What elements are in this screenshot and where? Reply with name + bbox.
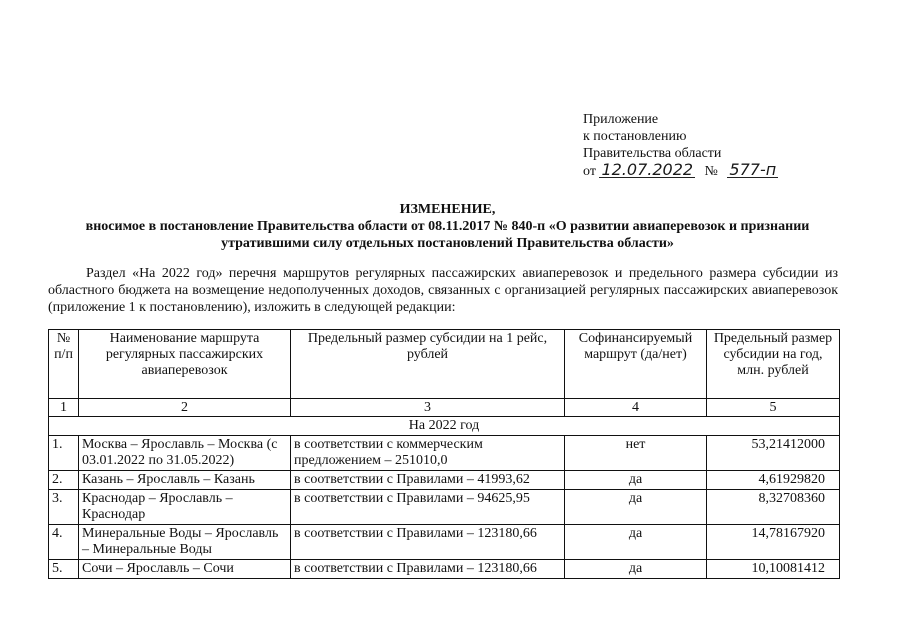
table-header-row [49,330,840,399]
row-annual: 53,21412000 [707,436,840,471]
table-row [49,560,840,579]
column-index-row [49,399,840,417]
row-per-flight: в соответствии с Правилами – 41993,62 [291,471,565,490]
header-number: № п/п [49,330,79,399]
row-route: Минеральные Воды – Ярославль – Минеральные Воды [79,525,291,560]
row-per-flight: в соответствии с коммерческим предложением – 251010,0 [291,436,565,471]
handwritten-date: 12.07.2022 [601,160,694,179]
row-per-flight: в соответствии с Правилами – 123180,66 [291,560,565,579]
row-route: Москва – Ярославль – Москва (с 03.01.2022 по 31.05.2022) [79,436,291,471]
table-row [49,471,840,490]
appendix-line-3: Правительства области [583,146,722,161]
table-row [49,525,840,560]
section-title: На 2022 год [49,417,840,436]
row-number: 5. [49,560,79,579]
row-annual: 8,32708360 [707,490,840,525]
intro-paragraph: Раздел «На 2022 год» перечня маршрутов регулярных пассажирских авиаперевозок и предельного размера субсидии из областного бюджета на возмещение недополученных доходов, связанных с организацией регулярных пассажирских авиаперевозок (приложение 1 к постановлению), изложить в следующей редакции: [48,266,838,315]
row-number: 1. [49,436,79,471]
row-cofinanced: да [565,525,707,560]
from-label: от [583,164,596,179]
title-line-1: ИЗМЕНЕНИЕ, [399,202,496,217]
row-per-flight: в соответствии с Правилами – 94625,95 [291,490,565,525]
number-label: № [704,164,718,179]
row-cofinanced: нет [565,436,707,471]
routes-table [48,329,840,579]
index-cell: 2 [79,399,291,417]
header-route: Наименование маршрута регулярных пассажирских авиаперевозок [79,330,291,399]
table-row [49,490,840,525]
row-route: Сочи – Ярославль – Сочи [79,560,291,579]
index-cell: 1 [49,399,79,417]
index-cell: 3 [291,399,565,417]
row-route: Краснодар – Ярославль – Краснодар [79,490,291,525]
section-row [49,417,840,436]
row-cofinanced: да [565,471,707,490]
index-cell: 5 [707,399,840,417]
row-number: 4. [49,525,79,560]
handwritten-number: 577-п [729,160,777,179]
document-title [20,201,875,252]
row-per-flight: в соответствии с Правилами – 123180,66 [291,525,565,560]
row-route: Казань – Ярославль – Казань [79,471,291,490]
appendix-line-2: к постановлению [583,129,687,144]
index-cell: 4 [565,399,707,417]
appendix-line-1: Приложение [583,112,659,127]
header-cofinanced: Софинансируемый маршрут (да/нет) [565,330,707,399]
title-line-3: утратившими силу отдельных постановлений Правительства области» [221,236,674,251]
row-cofinanced: да [565,490,707,525]
appendix-date-line [583,162,778,180]
row-number: 2. [49,471,79,490]
title-line-2: вносимое в постановление Правительства области от 08.11.2017 № 840-п «О развитии авиаперевозок и признании [85,219,810,234]
appendix-block [583,111,778,180]
header-annual: Предельный размер субсидии на год, млн. рублей [707,330,840,399]
row-cofinanced: да [565,560,707,579]
row-number: 3. [49,490,79,525]
table-row [49,436,840,471]
header-per-flight: Предельный размер субсидии на 1 рейс, рублей [291,330,565,399]
row-annual: 10,10081412 [707,560,840,579]
row-annual: 14,78167920 [707,525,840,560]
row-annual: 4,61929820 [707,471,840,490]
